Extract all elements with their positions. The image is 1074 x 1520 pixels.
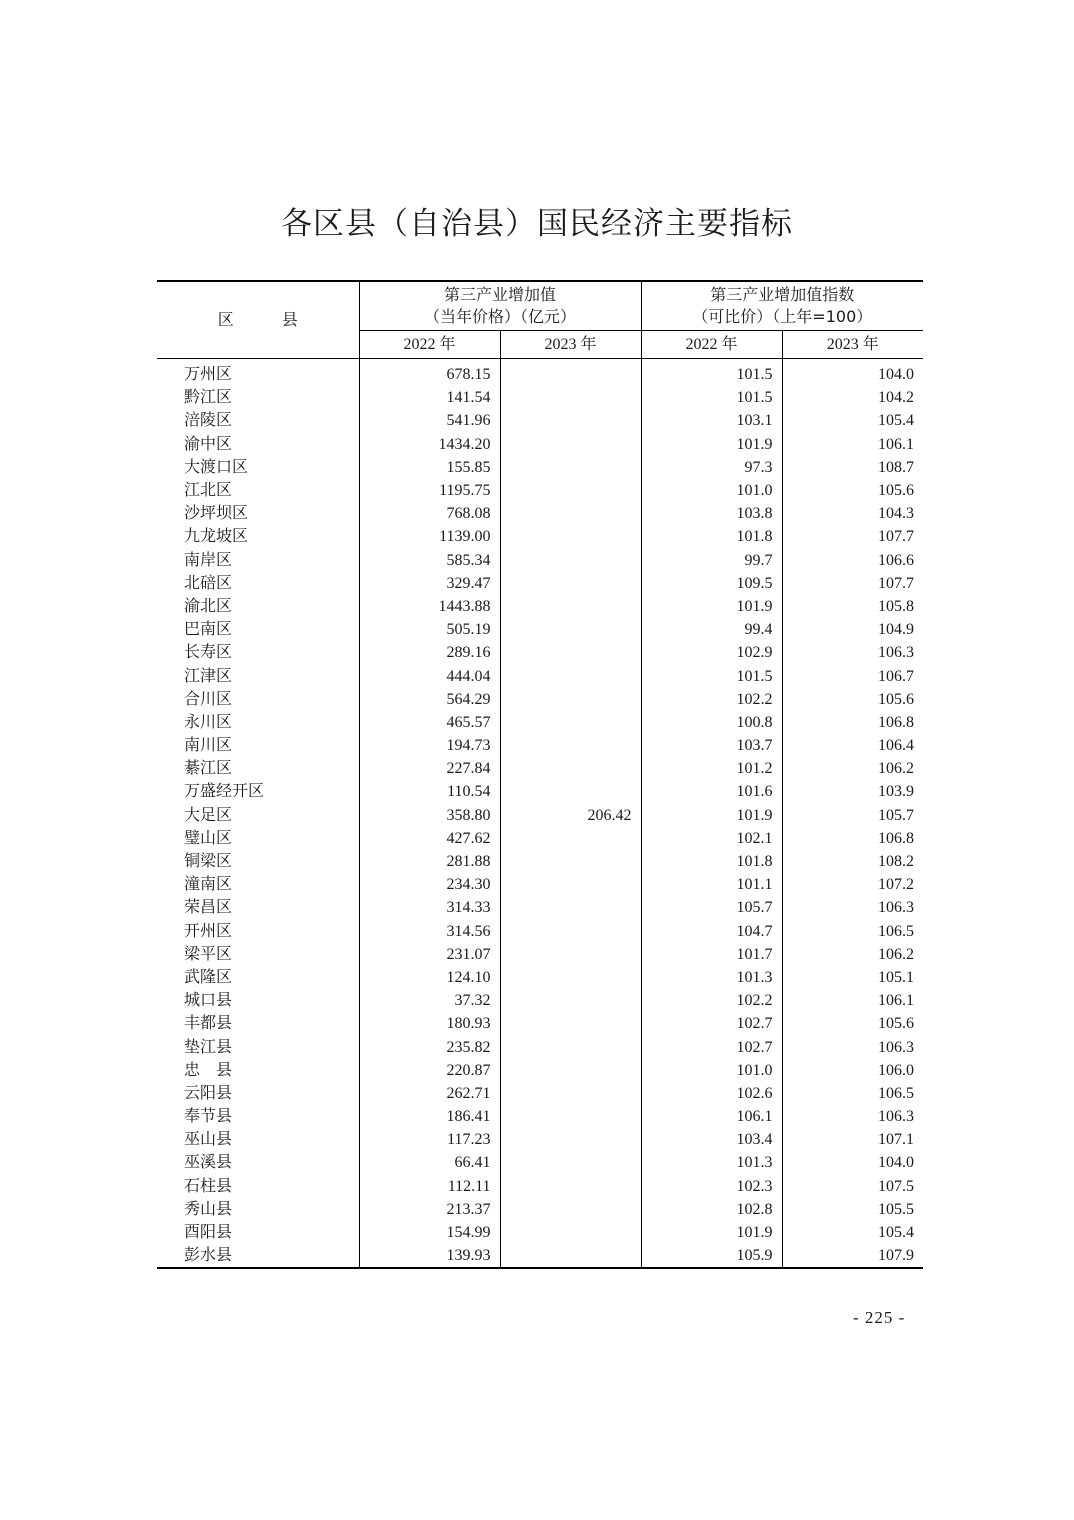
- region-name: 南岸区: [184, 551, 233, 569]
- index-2022: 103.8: [641, 502, 782, 525]
- index-2023: 105.7: [782, 804, 923, 827]
- value-2022: 220.87: [359, 1059, 500, 1082]
- value-2022: 1139.00: [359, 525, 500, 548]
- index-2023: 107.5: [782, 1175, 923, 1198]
- value-2022: 154.99: [359, 1221, 500, 1244]
- value-2022: 314.56: [359, 920, 500, 943]
- region-name: 沙坪坝区: [184, 505, 249, 523]
- region-name: 渝中区: [184, 435, 233, 453]
- region-name: 城口县: [184, 992, 233, 1010]
- index-2023: 105.4: [782, 1221, 923, 1244]
- value-2022: 289.16: [359, 641, 500, 664]
- header-tertiary-index-line2: （可比价）（上年=100）: [692, 307, 873, 326]
- index-2023: 106.2: [782, 943, 923, 966]
- index-2022: 101.9: [641, 1221, 782, 1244]
- region-name: 万盛经开区: [184, 783, 265, 801]
- value-2022: 139.93: [359, 1244, 500, 1268]
- index-2022: 102.8: [641, 1198, 782, 1221]
- index-2023: 108.7: [782, 456, 923, 479]
- index-2023: 108.2: [782, 850, 923, 873]
- index-2023: 106.7: [782, 664, 923, 687]
- index-2022: 101.1: [641, 873, 782, 896]
- index-2022: 100.8: [641, 711, 782, 734]
- value-2022: 117.23: [359, 1128, 500, 1151]
- region-name: 巫溪县: [184, 1154, 233, 1172]
- value-2022: 37.32: [359, 989, 500, 1012]
- region-name: 涪陵区: [184, 412, 233, 430]
- value-2022: 358.80: [359, 804, 500, 827]
- region-name: 大足区: [184, 806, 233, 824]
- index-2022: 101.5: [641, 386, 782, 409]
- region-name: 秀山县: [184, 1200, 233, 1218]
- header-tertiary-value-line1: 第三产业增加值: [444, 285, 557, 304]
- value-2022: 66.41: [359, 1151, 500, 1174]
- value-2022: 235.82: [359, 1035, 500, 1058]
- index-2022: 99.7: [641, 549, 782, 572]
- region-name: 南川区: [184, 737, 233, 755]
- value-2022: 227.84: [359, 757, 500, 780]
- index-2022: 102.1: [641, 827, 782, 850]
- value-2022: 262.71: [359, 1082, 500, 1105]
- index-2022: 101.6: [641, 780, 782, 803]
- index-2023: 106.5: [782, 1082, 923, 1105]
- index-2022: 102.2: [641, 989, 782, 1012]
- index-2023: 105.1: [782, 966, 923, 989]
- index-2022: 102.7: [641, 1035, 782, 1058]
- region-name: 武隆区: [184, 968, 233, 986]
- value-2022: 186.41: [359, 1105, 500, 1128]
- value-2022: 585.34: [359, 549, 500, 572]
- page-title: 各区县（自治县）国民经济主要指标: [281, 206, 793, 242]
- value-2022: 213.37: [359, 1198, 500, 1221]
- region-name: 长寿区: [184, 644, 233, 662]
- value-2022: 124.10: [359, 966, 500, 989]
- index-2023: 104.2: [782, 386, 923, 409]
- value-2022: 1195.75: [359, 479, 500, 502]
- index-2023: 105.6: [782, 688, 923, 711]
- region-name: 璧山区: [184, 829, 233, 847]
- index-2023: 106.4: [782, 734, 923, 757]
- index-2022: 101.5: [641, 359, 782, 387]
- index-2023: 105.6: [782, 1012, 923, 1035]
- index-2022: 101.0: [641, 1059, 782, 1082]
- region-name: 云阳县: [184, 1084, 233, 1102]
- region-name: 丰都县: [184, 1015, 233, 1033]
- index-2023: 107.9: [782, 1244, 923, 1268]
- index-2023: 106.5: [782, 920, 923, 943]
- region-name: 垫江县: [184, 1038, 233, 1056]
- region-name: 大渡口区: [184, 458, 249, 476]
- value-2022: 329.47: [359, 572, 500, 595]
- region-name: 北碚区: [184, 574, 233, 592]
- index-2023: 105.6: [782, 479, 923, 502]
- index-2022: 101.8: [641, 525, 782, 548]
- region-name: 綦江区: [184, 760, 233, 778]
- index-2023: 107.7: [782, 572, 923, 595]
- index-2022: 104.7: [641, 920, 782, 943]
- region-name: 梁平区: [184, 945, 233, 963]
- region-name: 奉节县: [184, 1108, 233, 1126]
- index-2023: 105.5: [782, 1198, 923, 1221]
- index-2022: 101.9: [641, 595, 782, 618]
- index-2022: 102.6: [641, 1082, 782, 1105]
- index-2023: 104.0: [782, 359, 923, 387]
- value-2022: 314.33: [359, 896, 500, 919]
- header-tertiary-index-line1: 第三产业增加值指数: [710, 285, 855, 304]
- index-2022: 103.7: [641, 734, 782, 757]
- index-2023: 104.0: [782, 1151, 923, 1174]
- index-2023: 106.1: [782, 989, 923, 1012]
- index-2022: 101.3: [641, 1151, 782, 1174]
- index-2023: 105.8: [782, 595, 923, 618]
- index-2023: 106.3: [782, 896, 923, 919]
- value-2022: 541.96: [359, 409, 500, 432]
- value-2022: 1434.20: [359, 433, 500, 456]
- index-2022: 102.2: [641, 688, 782, 711]
- value-2022: 112.11: [359, 1175, 500, 1198]
- index-2022: 106.1: [641, 1105, 782, 1128]
- region-name: 酉阳县: [184, 1224, 233, 1242]
- value-2022: 194.73: [359, 734, 500, 757]
- index-2022: 101.9: [641, 433, 782, 456]
- index-2023: 107.2: [782, 873, 923, 896]
- region-name: 合川区: [184, 690, 233, 708]
- value-2022: 180.93: [359, 1012, 500, 1035]
- value-2022: 564.29: [359, 688, 500, 711]
- value-2022: 444.04: [359, 664, 500, 687]
- index-2023: 106.2: [782, 757, 923, 780]
- value-2022: 678.15: [359, 359, 500, 387]
- value-2022: 465.57: [359, 711, 500, 734]
- index-2022: 102.7: [641, 1012, 782, 1035]
- index-2023: 106.0: [782, 1059, 923, 1082]
- index-2022: 101.0: [641, 479, 782, 502]
- region-name: 江北区: [184, 482, 233, 500]
- region-name: 永川区: [184, 713, 233, 731]
- index-2022: 103.1: [641, 409, 782, 432]
- index-2022: 101.3: [641, 966, 782, 989]
- index-2022: 103.4: [641, 1128, 782, 1151]
- header-tertiary-value: [359, 281, 641, 331]
- region-name: 铜梁区: [184, 853, 233, 871]
- header-value-2022: 2022 年: [359, 331, 500, 359]
- index-2023: 106.1: [782, 433, 923, 456]
- index-2023: 107.7: [782, 525, 923, 548]
- region-name: 彭水县: [184, 1247, 233, 1265]
- region-name: 万州区: [184, 366, 233, 384]
- value-2022: 281.88: [359, 850, 500, 873]
- index-2022: 102.3: [641, 1175, 782, 1198]
- index-2023: 107.1: [782, 1128, 923, 1151]
- index-2022: 101.2: [641, 757, 782, 780]
- index-2023: 106.3: [782, 1035, 923, 1058]
- index-2023: 105.4: [782, 409, 923, 432]
- index-2022: 105.7: [641, 896, 782, 919]
- region-name: 黔江区: [184, 389, 233, 407]
- value-2022: 505.19: [359, 618, 500, 641]
- index-2022: 105.9: [641, 1244, 782, 1268]
- region-name: 忠 县: [184, 1061, 233, 1079]
- value-2022: 110.54: [359, 780, 500, 803]
- value-2023-merged: 206.42: [500, 359, 641, 1269]
- value-2022: 231.07: [359, 943, 500, 966]
- value-2022: 768.08: [359, 502, 500, 525]
- region-name: 开州区: [184, 922, 233, 940]
- header-tertiary-index: [641, 281, 923, 331]
- region-name: 潼南区: [184, 876, 233, 894]
- index-2023: 103.9: [782, 780, 923, 803]
- header-value-2023: 2023 年: [500, 331, 641, 359]
- region-name: 荣昌区: [184, 899, 233, 917]
- value-2022: 234.30: [359, 873, 500, 896]
- header-region: 区 县: [157, 281, 359, 359]
- index-2023: 106.3: [782, 641, 923, 664]
- index-2023: 106.3: [782, 1105, 923, 1128]
- index-2022: 101.7: [641, 943, 782, 966]
- index-2022: 101.9: [641, 804, 782, 827]
- header-tertiary-value-line2: （当年价格）（亿元）: [424, 307, 577, 326]
- header-index-2023: 2023 年: [782, 331, 923, 359]
- page-number: - 225 -: [853, 1308, 906, 1327]
- value-2022: 141.54: [359, 386, 500, 409]
- indicator-table: [157, 280, 923, 1269]
- header-index-2022: 2022 年: [641, 331, 782, 359]
- index-2022: 99.4: [641, 618, 782, 641]
- region-name: 巫山县: [184, 1131, 233, 1149]
- index-2023: 106.8: [782, 827, 923, 850]
- index-2022: 97.3: [641, 456, 782, 479]
- index-2023: 106.6: [782, 549, 923, 572]
- table-row: [157, 359, 923, 387]
- region-name: 渝北区: [184, 597, 233, 615]
- value-2022: 1443.88: [359, 595, 500, 618]
- value-2022: 427.62: [359, 827, 500, 850]
- region-name: 江津区: [184, 667, 233, 685]
- index-2023: 104.9: [782, 618, 923, 641]
- index-2023: 104.3: [782, 502, 923, 525]
- index-2022: 101.5: [641, 664, 782, 687]
- region-name: 石柱县: [184, 1177, 233, 1195]
- index-2022: 109.5: [641, 572, 782, 595]
- table-body: [157, 359, 923, 1269]
- region-name: 九龙坡区: [184, 528, 249, 546]
- value-2022: 155.85: [359, 456, 500, 479]
- index-2023: 106.8: [782, 711, 923, 734]
- region-name: 巴南区: [184, 621, 233, 639]
- index-2022: 101.8: [641, 850, 782, 873]
- index-2022: 102.9: [641, 641, 782, 664]
